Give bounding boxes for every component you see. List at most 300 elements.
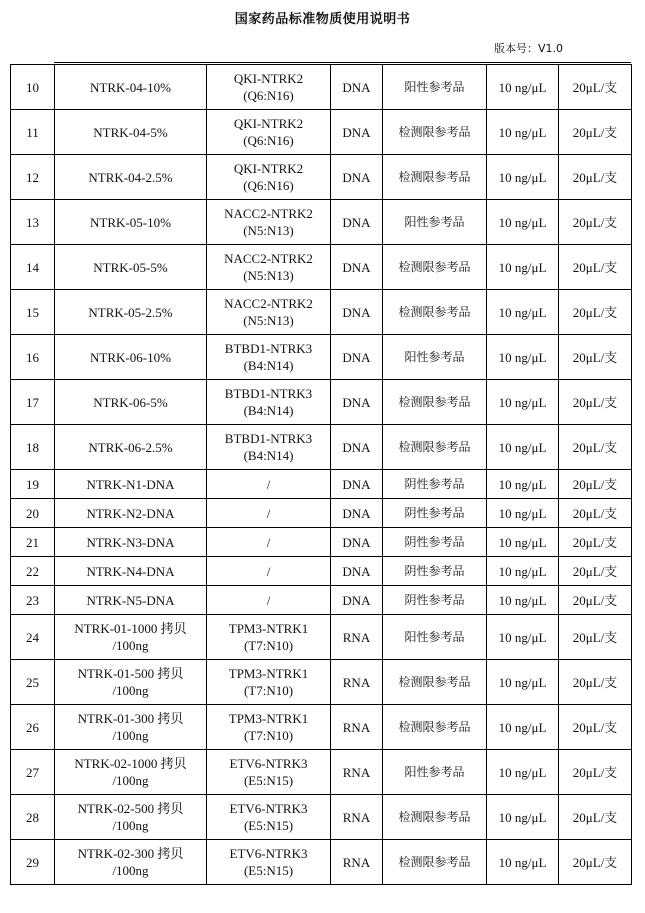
volume-cell <box>559 586 632 615</box>
concentration-cell <box>487 470 559 499</box>
nucleic-acid-type-cell-text: DNA <box>342 592 371 608</box>
product-name-cell-text: NTRK-05-2.5% <box>88 304 173 320</box>
row-number-cell <box>11 795 55 840</box>
nucleic-acid-type-cell-text: DNA <box>342 79 371 95</box>
volume-cell <box>559 335 632 380</box>
row-number-cell <box>11 470 55 499</box>
version-label: 版本号：V1.0 <box>493 42 563 55</box>
concentration-cell-text: 10 ng/μL <box>498 854 547 870</box>
concentration-cell-text: 10 ng/μL <box>498 124 547 140</box>
volume-cell-text: 20μL/支 <box>572 304 618 320</box>
concentration-cell <box>487 586 559 615</box>
fusion-gene-cell-text: (E5:N15) <box>243 818 294 833</box>
table-row <box>11 245 632 290</box>
row-number-cell-text: 22 <box>26 563 39 579</box>
nucleic-acid-type-cell-text: DNA <box>342 169 371 185</box>
volume-cell <box>559 290 632 335</box>
fusion-gene-cell <box>207 200 331 245</box>
category-cell <box>383 425 487 470</box>
fusion-gene-cell-text: (Q6:N16) <box>243 88 294 103</box>
category-cell <box>383 245 487 290</box>
volume-cell <box>559 750 632 795</box>
volume-cell-text: 20μL/支 <box>572 719 618 735</box>
category-cell <box>383 65 487 110</box>
fusion-gene-cell-text: BTBD1-NTRK3 <box>224 341 313 356</box>
product-name-cell-text: NTRK-02-1000 拷贝 <box>74 756 187 771</box>
fusion-gene-cell-text: / <box>266 563 271 579</box>
fusion-gene-cell-text: (N5:N13) <box>243 223 294 238</box>
category-cell-text: 检测限参考品 <box>398 854 471 869</box>
nucleic-acid-type-cell <box>331 660 383 705</box>
product-name-cell-text: /100ng <box>112 638 149 653</box>
product-name-cell-text: NTRK-N1-DNA <box>86 476 175 492</box>
fusion-gene-cell-text: ETV6-NTRK3 <box>229 846 308 861</box>
nucleic-acid-type-cell-text: DNA <box>342 349 371 365</box>
product-name-cell-text: NTRK-04-10% <box>90 79 171 95</box>
fusion-gene-cell-text: TPM3-NTRK1 <box>228 711 309 726</box>
product-name-cell <box>55 586 207 615</box>
category-cell-text: 阴性参考品 <box>404 505 465 520</box>
product-name-cell-text: /100ng <box>112 728 149 743</box>
row-number-cell <box>11 840 55 885</box>
fusion-gene-cell <box>207 795 331 840</box>
row-number-cell-text: 24 <box>26 629 39 645</box>
volume-cell-text: 20μL/支 <box>572 439 618 455</box>
row-number-cell <box>11 65 55 110</box>
nucleic-acid-type-cell <box>331 470 383 499</box>
nucleic-acid-type-cell <box>331 425 383 470</box>
fusion-gene-cell <box>207 840 331 885</box>
volume-cell <box>559 499 632 528</box>
category-cell-text: 检测限参考品 <box>398 124 471 139</box>
row-number-cell-text: 29 <box>26 854 39 870</box>
table-row <box>11 615 632 660</box>
nucleic-acid-type-cell <box>331 335 383 380</box>
row-number-cell-text: 23 <box>26 592 39 608</box>
concentration-cell <box>487 245 559 290</box>
row-number-cell <box>11 705 55 750</box>
fusion-gene-cell-text: (N5:N13) <box>243 268 294 283</box>
category-cell-text: 阴性参考品 <box>404 476 465 491</box>
fusion-gene-cell-text: / <box>266 505 271 521</box>
concentration-cell-text: 10 ng/μL <box>498 259 547 275</box>
product-name-cell-text: /100ng <box>112 683 149 698</box>
volume-cell-text: 20μL/支 <box>572 674 618 690</box>
nucleic-acid-type-cell <box>331 528 383 557</box>
nucleic-acid-type-cell-text: DNA <box>342 394 371 410</box>
nucleic-acid-type-cell <box>331 65 383 110</box>
volume-cell <box>559 840 632 885</box>
volume-cell <box>559 615 632 660</box>
category-cell <box>383 557 487 586</box>
category-cell-text: 检测限参考品 <box>398 259 471 274</box>
product-name-cell-text: NTRK-05-5% <box>93 259 168 275</box>
category-cell <box>383 840 487 885</box>
row-number-cell <box>11 660 55 705</box>
fusion-gene-cell <box>207 110 331 155</box>
fusion-gene-cell <box>207 155 331 200</box>
concentration-cell <box>487 557 559 586</box>
row-number-cell <box>11 750 55 795</box>
product-name-cell-text: NTRK-N5-DNA <box>86 592 175 608</box>
concentration-cell-text: 10 ng/μL <box>498 505 547 521</box>
category-cell <box>383 615 487 660</box>
product-name-cell-text: NTRK-06-10% <box>90 349 171 365</box>
concentration-cell <box>487 528 559 557</box>
fusion-gene-cell-text: (Q6:N16) <box>243 133 294 148</box>
category-cell <box>383 290 487 335</box>
fusion-gene-cell-text: NACC2-NTRK2 <box>224 296 313 311</box>
row-number-cell-text: 15 <box>26 304 39 320</box>
fusion-gene-cell-text: NACC2-NTRK2 <box>224 251 313 266</box>
row-number-cell-text: 10 <box>26 79 39 95</box>
nucleic-acid-type-cell-text: RNA <box>342 674 371 690</box>
product-name-cell-text: NTRK-06-5% <box>93 394 168 410</box>
concentration-cell <box>487 65 559 110</box>
volume-cell <box>559 557 632 586</box>
fusion-gene-cell <box>207 425 331 470</box>
fusion-gene-cell <box>207 528 331 557</box>
table-row <box>11 499 632 528</box>
row-number-cell <box>11 200 55 245</box>
fusion-gene-cell-text: ETV6-NTRK3 <box>229 756 308 771</box>
fusion-gene-cell <box>207 380 331 425</box>
table-row <box>11 110 632 155</box>
nucleic-acid-type-cell-text: RNA <box>342 809 371 825</box>
nucleic-acid-type-cell-text: DNA <box>342 439 371 455</box>
category-cell-text: 阴性参考品 <box>404 592 465 607</box>
row-number-cell-text: 16 <box>26 349 39 365</box>
product-name-cell <box>55 335 207 380</box>
product-name-cell-text: NTRK-01-1000 拷贝 <box>74 621 187 636</box>
volume-cell <box>559 200 632 245</box>
concentration-cell-text: 10 ng/μL <box>498 809 547 825</box>
row-number-cell <box>11 245 55 290</box>
concentration-cell-text: 10 ng/μL <box>498 629 547 645</box>
volume-cell-text: 20μL/支 <box>572 534 618 550</box>
concentration-cell <box>487 290 559 335</box>
category-cell <box>383 335 487 380</box>
fusion-gene-cell-text: NACC2-NTRK2 <box>224 206 313 221</box>
nucleic-acid-type-cell-text: DNA <box>342 304 371 320</box>
volume-cell <box>559 65 632 110</box>
fusion-gene-cell-text: (E5:N15) <box>243 773 294 788</box>
category-cell-text: 检测限参考品 <box>398 394 471 409</box>
row-number-cell <box>11 499 55 528</box>
nucleic-acid-type-cell-text: DNA <box>342 259 371 275</box>
product-name-cell-text: /100ng <box>112 863 149 878</box>
volume-cell <box>559 245 632 290</box>
fusion-gene-cell-text: (B4:N14) <box>243 448 294 463</box>
product-name-cell <box>55 65 207 110</box>
fusion-gene-cell <box>207 470 331 499</box>
volume-cell-text: 20μL/支 <box>572 505 618 521</box>
product-name-cell-text: NTRK-02-500 拷贝 <box>77 801 184 816</box>
concentration-cell <box>487 840 559 885</box>
table-row <box>11 470 632 499</box>
nucleic-acid-type-cell <box>331 795 383 840</box>
nucleic-acid-type-cell-text: DNA <box>342 124 371 140</box>
product-name-cell <box>55 705 207 750</box>
fusion-gene-cell-text: QKI-NTRK2 <box>233 116 304 131</box>
category-cell <box>383 750 487 795</box>
fusion-gene-cell-text: (N5:N13) <box>243 313 294 328</box>
table-row <box>11 335 632 380</box>
category-cell <box>383 155 487 200</box>
volume-cell <box>559 795 632 840</box>
volume-cell-text: 20μL/支 <box>572 629 618 645</box>
row-number-cell <box>11 290 55 335</box>
table-row <box>11 557 632 586</box>
nucleic-acid-type-cell <box>331 155 383 200</box>
row-number-cell <box>11 380 55 425</box>
fusion-gene-cell-text: / <box>266 476 271 492</box>
volume-cell-text: 20μL/支 <box>572 592 618 608</box>
concentration-cell <box>487 155 559 200</box>
nucleic-acid-type-cell-text: DNA <box>342 476 371 492</box>
fusion-gene-cell <box>207 615 331 660</box>
product-name-cell <box>55 245 207 290</box>
nucleic-acid-type-cell <box>331 615 383 660</box>
product-name-cell <box>55 840 207 885</box>
document-title: 国家药品标准物质使用说明书 <box>234 12 411 27</box>
concentration-cell <box>487 425 559 470</box>
concentration-cell-text: 10 ng/μL <box>498 592 547 608</box>
concentration-cell <box>487 380 559 425</box>
row-number-cell-text: 20 <box>26 505 39 521</box>
category-cell <box>383 380 487 425</box>
volume-cell <box>559 425 632 470</box>
concentration-cell <box>487 795 559 840</box>
table-row <box>11 840 632 885</box>
table-row <box>11 380 632 425</box>
volume-cell <box>559 470 632 499</box>
product-name-cell-text: NTRK-04-5% <box>93 124 168 140</box>
row-number-cell <box>11 425 55 470</box>
nucleic-acid-type-cell-text: DNA <box>342 534 371 550</box>
fusion-gene-cell <box>207 660 331 705</box>
concentration-cell <box>487 615 559 660</box>
product-name-cell <box>55 557 207 586</box>
nucleic-acid-type-cell <box>331 290 383 335</box>
product-name-cell-text: NTRK-02-300 拷贝 <box>77 846 184 861</box>
volume-cell-text: 20μL/支 <box>572 169 618 185</box>
concentration-cell-text: 10 ng/μL <box>498 304 547 320</box>
fusion-gene-cell <box>207 290 331 335</box>
product-name-cell <box>55 750 207 795</box>
volume-cell <box>559 155 632 200</box>
row-number-cell <box>11 615 55 660</box>
volume-cell <box>559 705 632 750</box>
concentration-cell-text: 10 ng/μL <box>498 349 547 365</box>
nucleic-acid-type-cell-text: RNA <box>342 764 371 780</box>
volume-cell-text: 20μL/支 <box>572 349 618 365</box>
header-rule <box>54 62 631 63</box>
concentration-cell-text: 10 ng/μL <box>498 534 547 550</box>
concentration-cell-text: 10 ng/μL <box>498 79 547 95</box>
nucleic-acid-type-cell <box>331 499 383 528</box>
category-cell <box>383 586 487 615</box>
row-number-cell-text: 12 <box>26 169 39 185</box>
fusion-gene-cell <box>207 245 331 290</box>
product-name-cell <box>55 615 207 660</box>
nucleic-acid-type-cell <box>331 705 383 750</box>
product-name-cell-text: NTRK-06-2.5% <box>88 439 173 455</box>
table-row <box>11 586 632 615</box>
fusion-gene-cell-text: QKI-NTRK2 <box>233 71 304 86</box>
product-name-cell <box>55 380 207 425</box>
volume-cell <box>559 110 632 155</box>
fusion-gene-cell-text: / <box>266 534 271 550</box>
fusion-gene-cell <box>207 750 331 795</box>
category-cell <box>383 110 487 155</box>
category-cell-text: 阳性参考品 <box>404 79 465 94</box>
fusion-gene-cell <box>207 557 331 586</box>
category-cell-text: 检测限参考品 <box>398 169 471 184</box>
fusion-gene-cell-text: (T7:N10) <box>243 683 294 698</box>
row-number-cell-text: 13 <box>26 214 39 230</box>
category-cell-text: 阳性参考品 <box>404 629 465 644</box>
concentration-cell-text: 10 ng/μL <box>498 169 547 185</box>
nucleic-acid-type-cell <box>331 110 383 155</box>
category-cell-text: 检测限参考品 <box>398 809 471 824</box>
row-number-cell-text: 28 <box>26 809 39 825</box>
product-name-cell <box>55 528 207 557</box>
category-cell-text: 阳性参考品 <box>404 764 465 779</box>
fusion-gene-cell-text: TPM3-NTRK1 <box>228 621 309 636</box>
nucleic-acid-type-cell <box>331 380 383 425</box>
concentration-cell <box>487 660 559 705</box>
product-name-cell-text: NTRK-N2-DNA <box>86 505 175 521</box>
row-number-cell <box>11 586 55 615</box>
concentration-cell <box>487 335 559 380</box>
table-row <box>11 528 632 557</box>
row-number-cell-text: 21 <box>26 534 39 550</box>
category-cell <box>383 200 487 245</box>
fusion-gene-cell-text: (E5:N15) <box>243 863 294 878</box>
category-cell-text: 检测限参考品 <box>398 439 471 454</box>
nucleic-acid-type-cell-text: RNA <box>342 719 371 735</box>
nucleic-acid-type-cell <box>331 557 383 586</box>
table-row <box>11 705 632 750</box>
nucleic-acid-type-cell <box>331 840 383 885</box>
fusion-gene-cell <box>207 335 331 380</box>
product-name-cell <box>55 499 207 528</box>
product-name-cell <box>55 660 207 705</box>
product-name-cell <box>55 290 207 335</box>
table-row <box>11 795 632 840</box>
product-name-cell <box>55 200 207 245</box>
fusion-gene-cell-text: (Q6:N16) <box>243 178 294 193</box>
table-row <box>11 65 632 110</box>
row-number-cell <box>11 557 55 586</box>
fusion-gene-cell-text: (T7:N10) <box>243 638 294 653</box>
volume-cell-text: 20μL/支 <box>572 476 618 492</box>
row-number-cell <box>11 335 55 380</box>
row-number-cell <box>11 155 55 200</box>
product-name-cell-text: NTRK-N4-DNA <box>86 563 175 579</box>
nucleic-acid-type-cell-text: DNA <box>342 505 371 521</box>
category-cell-text: 阴性参考品 <box>404 563 465 578</box>
concentration-cell <box>487 750 559 795</box>
product-name-cell-text: /100ng <box>112 818 149 833</box>
concentration-cell-text: 10 ng/μL <box>498 764 547 780</box>
fusion-gene-cell <box>207 499 331 528</box>
volume-cell-text: 20μL/支 <box>572 124 618 140</box>
fusion-gene-cell-text: / <box>266 592 271 608</box>
category-cell-text: 阳性参考品 <box>404 214 465 229</box>
volume-cell-text: 20μL/支 <box>572 809 618 825</box>
nucleic-acid-type-cell <box>331 245 383 290</box>
concentration-cell-text: 10 ng/μL <box>498 394 547 410</box>
fusion-gene-cell-text: (B4:N14) <box>243 403 294 418</box>
row-number-cell-text: 19 <box>26 476 39 492</box>
nucleic-acid-type-cell <box>331 586 383 615</box>
category-cell-text: 阳性参考品 <box>404 349 465 364</box>
row-number-cell-text: 11 <box>26 124 39 140</box>
row-number-cell-text: 14 <box>26 259 39 275</box>
product-name-cell <box>55 795 207 840</box>
product-name-cell-text: /100ng <box>112 773 149 788</box>
row-number-cell <box>11 110 55 155</box>
product-name-cell-text: NTRK-04-2.5% <box>88 169 173 185</box>
product-name-cell <box>55 470 207 499</box>
row-number-cell-text: 27 <box>26 764 39 780</box>
product-name-cell-text: NTRK-01-300 拷贝 <box>77 711 184 726</box>
table-row <box>11 750 632 795</box>
fusion-gene-cell <box>207 586 331 615</box>
row-number-cell-text: 17 <box>26 394 39 410</box>
fusion-gene-cell-text: (T7:N10) <box>243 728 294 743</box>
row-number-cell <box>11 528 55 557</box>
volume-cell-text: 20μL/支 <box>572 214 618 230</box>
volume-cell <box>559 528 632 557</box>
reference-material-table <box>10 64 632 885</box>
category-cell-text: 检测限参考品 <box>398 304 471 319</box>
row-number-cell-text: 18 <box>26 439 39 455</box>
table-row <box>11 290 632 335</box>
product-name-cell-text: NTRK-N3-DNA <box>86 534 175 550</box>
product-name-cell-text: NTRK-01-500 拷贝 <box>77 666 184 681</box>
fusion-gene-cell-text: QKI-NTRK2 <box>233 161 304 176</box>
volume-cell-text: 20μL/支 <box>572 79 618 95</box>
row-number-cell-text: 25 <box>26 674 39 690</box>
fusion-gene-cell <box>207 65 331 110</box>
volume-cell-text: 20μL/支 <box>572 394 618 410</box>
category-cell <box>383 660 487 705</box>
nucleic-acid-type-cell <box>331 750 383 795</box>
fusion-gene-cell <box>207 705 331 750</box>
nucleic-acid-type-cell-text: RNA <box>342 854 371 870</box>
table-row <box>11 425 632 470</box>
table-row <box>11 660 632 705</box>
volume-cell-text: 20μL/支 <box>572 563 618 579</box>
concentration-cell-text: 10 ng/μL <box>498 214 547 230</box>
nucleic-acid-type-cell-text: DNA <box>342 214 371 230</box>
category-cell <box>383 499 487 528</box>
volume-cell <box>559 660 632 705</box>
product-name-cell-text: NTRK-05-10% <box>90 214 171 230</box>
concentration-cell <box>487 499 559 528</box>
fusion-gene-cell-text: TPM3-NTRK1 <box>228 666 309 681</box>
concentration-cell <box>487 110 559 155</box>
concentration-cell-text: 10 ng/μL <box>498 674 547 690</box>
concentration-cell <box>487 200 559 245</box>
concentration-cell-text: 10 ng/μL <box>498 439 547 455</box>
category-cell-text: 阴性参考品 <box>404 534 465 549</box>
volume-cell-text: 20μL/支 <box>572 854 618 870</box>
fusion-gene-cell-text: BTBD1-NTRK3 <box>224 386 313 401</box>
